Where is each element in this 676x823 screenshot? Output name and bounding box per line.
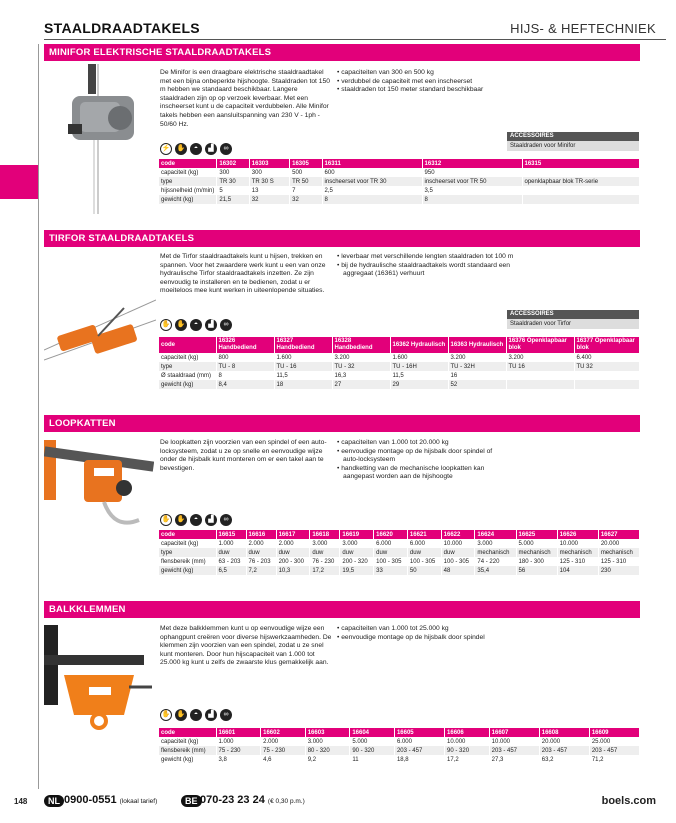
loopkat-product-photo: [44, 440, 154, 540]
table-cell: 10,3: [276, 566, 310, 575]
table-cell: duw: [441, 548, 475, 557]
safety-shoe-icon: ▟: [205, 319, 217, 331]
be-country-tag: BE: [181, 795, 202, 807]
table-cell: 300: [217, 168, 249, 177]
table-cell: 125 - 310: [557, 557, 598, 566]
loopkatten-bullets: [337, 439, 507, 482]
table-row: [159, 380, 640, 389]
table-cell: TR 30: [217, 177, 249, 186]
table-cell: 20.000: [539, 737, 589, 746]
table-cell: [506, 371, 574, 380]
table-cell: TU - 16: [274, 362, 332, 371]
table-cell: 600: [322, 168, 422, 177]
table-cell: 9,2: [305, 755, 350, 764]
table-cell: 1.000: [216, 539, 246, 548]
table-cell: 20.000: [598, 539, 639, 548]
table-cell: TU - 16H: [390, 362, 448, 371]
table-cell: 2.000: [246, 539, 276, 548]
table-cell: inscheerset voor TR 50: [422, 177, 522, 186]
table-cell: mechanisch: [598, 548, 639, 557]
minifor-spec-table: [159, 159, 640, 204]
table-cell: 2.000: [276, 539, 310, 548]
minifor-accessoires: [507, 132, 639, 151]
table-cell: TU 32: [574, 362, 640, 371]
table-cell: 11,5: [390, 371, 448, 380]
manual-operation-icon: ✋: [160, 514, 172, 526]
be-phone-note: (€ 0,30 p.m.): [267, 798, 305, 805]
accessoires-item[interactable]: Staaldraden voor Tirfor: [507, 319, 639, 329]
table-cell: 16327 Handbediend: [274, 337, 332, 353]
table-cell: TU 16: [506, 362, 574, 371]
table-cell: code: [159, 159, 217, 168]
table-cell: 800: [216, 353, 274, 362]
lightning-icon: ⚡: [160, 143, 172, 155]
website-link[interactable]: boels.com: [601, 795, 656, 807]
table-row: [159, 548, 640, 557]
safety-gloves-icon: ✋: [175, 709, 187, 721]
minifor-bullets: [337, 69, 537, 95]
table-cell: 75 - 230: [216, 746, 261, 755]
table-cell: 3.200: [332, 353, 390, 362]
table-row: [159, 557, 640, 566]
table-cell: 25.000: [589, 737, 639, 746]
table-cell: 76 - 203: [246, 557, 276, 566]
table-cell: 203 - 457: [589, 746, 639, 755]
tirfor-product-photo: [44, 290, 156, 380]
bullet-item: • staaldraden tot 150 meter standard beschikbaar: [337, 86, 537, 95]
table-cell: [522, 186, 640, 195]
table-cell: code: [159, 728, 216, 737]
safety-shoe-icon: ▟: [205, 709, 217, 721]
table-header-row: [159, 728, 640, 737]
table-cell: 16601: [216, 728, 261, 737]
table-cell: 16362 Hydraulisch: [390, 337, 448, 353]
table-cell: duw: [407, 548, 441, 557]
table-cell: 16603: [305, 728, 350, 737]
table-cell: 3,8: [216, 755, 261, 764]
table-cell: 11,5: [274, 371, 332, 380]
table-cell: 8: [216, 371, 274, 380]
table-cell: 16609: [589, 728, 639, 737]
table-cell: duw: [374, 548, 408, 557]
table-cell: duw: [340, 548, 374, 557]
table-cell: 16606: [445, 728, 490, 737]
table-cell: 63 - 203: [216, 557, 246, 566]
table-cell: capaciteit (kg): [159, 353, 216, 362]
table-cell: 300: [249, 168, 289, 177]
table-cell: [574, 380, 640, 389]
table-cell: 5.000: [516, 539, 557, 548]
table-cell: 16302: [217, 159, 249, 168]
table-cell: capaciteit (kg): [159, 539, 216, 548]
table-cell: 950: [422, 168, 522, 177]
table-cell: 200 - 300: [276, 557, 310, 566]
table-cell: 16622: [441, 530, 475, 539]
table-cell: 100 - 305: [407, 557, 441, 566]
tirfor-accessoires: [507, 310, 639, 329]
table-cell: 16607: [489, 728, 539, 737]
be-phone-number[interactable]: 070-23 23 24: [200, 794, 265, 806]
table-cell: 16326 Handbediend: [216, 337, 274, 353]
table-cell: openklapbaar blok TR-serie: [522, 177, 640, 186]
table-row: [159, 195, 640, 204]
loopkatten-spec-table: [159, 530, 640, 575]
nl-phone-note: (lokaal tarief): [119, 798, 158, 805]
table-cell: 100 - 305: [374, 557, 408, 566]
bullet-item: • handketting van de mechanische loopkatten kan aangepast worden aan de hijshoogte: [337, 465, 507, 482]
table-cell: 203 - 457: [394, 746, 444, 755]
table-cell: 27,3: [489, 755, 539, 764]
table-cell: code: [159, 530, 216, 539]
table-cell: 18: [274, 380, 332, 389]
tirfor-description: Met de Tirfor staaldraadtakels kunt u hijsen, trekken en spannen. Voor het zwaardere werk kunt u een van onze hydraulische Tirfor staaldraadtakels inzetten. Ze zijn eenvoudig te installeren en te bedienen, zodat u er moeiteloos mee kunt werken in uiteenlopende situaties.: [160, 253, 326, 295]
table-cell: duw: [276, 548, 310, 557]
table-cell: 16618: [310, 530, 340, 539]
table-cell: 48: [441, 566, 475, 575]
goggles-icon: ∞: [220, 319, 232, 331]
table-cell: 3,5: [422, 186, 522, 195]
balkklemmen-description: Met deze balkklemmen kunt u op eenvoudige wijze een ophangpunt creëren voor diverse hijswerkzaamheden. De klemmen zijn voorzien van een spindel, zodat u ze snel kunt monteren. Door hun hijscapaciteit van 1.000 tot 25.000 kg kunt u zelfs de zwaarste klus gemakkelijk aan.: [160, 625, 332, 667]
table-cell: 16602: [261, 728, 306, 737]
table-cell: 100 - 305: [441, 557, 475, 566]
table-cell: 16625: [516, 530, 557, 539]
table-cell: 500: [290, 168, 322, 177]
table-cell: gewicht (kg): [159, 755, 216, 764]
helmet-icon: ◓: [190, 709, 202, 721]
safety-gloves-icon: ✋: [175, 514, 187, 526]
be-phone-line: [200, 794, 305, 806]
table-cell: mechanisch: [557, 548, 598, 557]
table-cell: 16624: [475, 530, 516, 539]
table-cell: 1.600: [390, 353, 448, 362]
table-cell: 10.000: [489, 737, 539, 746]
table-cell: 10.000: [557, 539, 598, 548]
table-cell: 3.200: [506, 353, 574, 362]
table-cell: 16311: [322, 159, 422, 168]
table-cell: capaciteit (kg): [159, 737, 216, 746]
section-title-tirfor: TIRFOR STAALDRAADTAKELS: [44, 230, 640, 247]
table-cell: 8: [422, 195, 522, 204]
tirfor-feature-icons: [160, 319, 232, 331]
table-cell: TU - 8: [216, 362, 274, 371]
table-cell: mechanisch: [475, 548, 516, 557]
table-cell: 125 - 310: [598, 557, 639, 566]
accessoires-header: ACCESSOIRES: [507, 310, 639, 319]
table-cell: flensbereik (mm): [159, 746, 216, 755]
table-cell: 90 - 320: [445, 746, 490, 755]
helmet-icon: ◓: [190, 319, 202, 331]
category-label: HIJS- & HEFTECHNIEK: [510, 21, 656, 36]
table-cell: 16604: [350, 728, 395, 737]
table-cell: 180 - 300: [516, 557, 557, 566]
table-cell: 6.400: [574, 353, 640, 362]
table-cell: 19,5: [340, 566, 374, 575]
manual-operation-icon: ✋: [160, 709, 172, 721]
table-cell: 16615: [216, 530, 246, 539]
table-cell: duw: [216, 548, 246, 557]
table-cell: 16616: [246, 530, 276, 539]
table-cell: gewicht (kg): [159, 380, 216, 389]
balkklemmen-spec-table: [159, 728, 640, 764]
table-cell: Ø staaldraad (mm): [159, 371, 216, 380]
table-cell: [506, 380, 574, 389]
section-title-balkklemmen: BALKKLEMMEN: [44, 601, 640, 618]
table-cell: 6.000: [374, 539, 408, 548]
table-cell: 10.000: [441, 539, 475, 548]
table-cell: [522, 168, 640, 177]
loopkatten-description: De loopkatten zijn voorzien van een spindel of een auto-locksysteem, zodat u ze op snelle en eenvoudige wijze onder de hijsbalk kunt monteren om er een takel aan te bevestigen.: [160, 439, 327, 472]
table-cell: TR 30 S: [249, 177, 289, 186]
table-cell: 3.000: [310, 539, 340, 548]
nl-country-tag: NL: [44, 795, 64, 807]
safety-gloves-icon: ✋: [175, 319, 187, 331]
table-cell: type: [159, 177, 217, 186]
table-cell: 16312: [422, 159, 522, 168]
table-cell: 200 - 320: [340, 557, 374, 566]
table-cell: 16620: [374, 530, 408, 539]
table-cell: 5: [217, 186, 249, 195]
table-cell: 16608: [539, 728, 589, 737]
nl-phone-line: [64, 794, 157, 806]
table-cell: TU - 32: [332, 362, 390, 371]
section-title-loopkatten: LOOPKATTEN: [44, 415, 640, 432]
table-row: [159, 371, 640, 380]
table-cell: 32: [290, 195, 322, 204]
table-cell: 2,5: [322, 186, 422, 195]
table-cell: 8: [322, 195, 422, 204]
table-cell: 203 - 457: [489, 746, 539, 755]
balkklemmen-feature-icons: [160, 709, 232, 721]
table-cell: 21,5: [217, 195, 249, 204]
table-cell: 63,2: [539, 755, 589, 764]
table-cell: 76 - 230: [310, 557, 340, 566]
table-cell: type: [159, 548, 216, 557]
table-cell: 6.000: [407, 539, 441, 548]
table-cell: 16627: [598, 530, 639, 539]
balkklem-product-photo: [44, 625, 154, 735]
table-cell: [522, 195, 640, 204]
table-cell: 16305: [290, 159, 322, 168]
table-cell: 52: [448, 380, 506, 389]
helmet-icon: ◓: [190, 514, 202, 526]
header-rule: [44, 39, 666, 40]
bullet-item: • bij de hydraulische staaldraadtakels wordt standaard een aggregaat (16361) verhuurt: [337, 262, 517, 279]
bullet-item: • eenvoudige montage op de hijsbalk door spindel of auto-locksysteem: [337, 448, 507, 465]
table-cell: 17,2: [310, 566, 340, 575]
goggles-icon: ∞: [220, 514, 232, 526]
table-cell: 3.000: [340, 539, 374, 548]
helmet-icon: ◓: [190, 143, 202, 155]
table-cell: duw: [310, 548, 340, 557]
table-cell: 5.000: [350, 737, 395, 746]
table-cell: 203 - 457: [539, 746, 589, 755]
table-cell: 10.000: [445, 737, 490, 746]
table-row: [159, 168, 640, 177]
table-cell: 56: [516, 566, 557, 575]
safety-gloves-icon: ✋: [175, 143, 187, 155]
minifor-product-photo: [58, 64, 154, 214]
table-cell: 16,3: [332, 371, 390, 380]
table-cell: 3.200: [448, 353, 506, 362]
tirfor-bullets: [337, 253, 517, 279]
table-header-row: [159, 530, 640, 539]
table-cell: 6.000: [394, 737, 444, 746]
table-cell: gewicht (kg): [159, 195, 217, 204]
table-cell: inscheerset voor TR 30: [322, 177, 422, 186]
accessoires-item[interactable]: Staaldraden voor Minifor: [507, 141, 639, 151]
table-cell: 11: [350, 755, 395, 764]
table-cell: 50: [407, 566, 441, 575]
page-title: STAALDRAADTAKELS: [44, 20, 200, 36]
table-cell: 32: [249, 195, 289, 204]
table-cell: 104: [557, 566, 598, 575]
bullet-item: • verdubbel de capaciteit met een inscheerset: [337, 78, 537, 87]
table-cell: 1.000: [216, 737, 261, 746]
table-header-row: [159, 159, 640, 168]
table-cell: 75 - 230: [261, 746, 306, 755]
bullet-item: • capaciteiten van 300 en 500 kg: [337, 69, 537, 78]
table-cell: type: [159, 362, 216, 371]
table-cell: 2.000: [261, 737, 306, 746]
table-cell: TR 50: [290, 177, 322, 186]
table-cell: flensbereik (mm): [159, 557, 216, 566]
table-cell: 29: [390, 380, 448, 389]
table-cell: hijssnelheid (m/min): [159, 186, 217, 195]
bullet-item: • leverbaar met verschillende lengten staaldraden tot 100 m: [337, 253, 517, 262]
table-row: [159, 566, 640, 575]
table-cell: 7: [290, 186, 322, 195]
page-number: 148: [14, 797, 28, 806]
table-header-row: [159, 337, 640, 353]
table-cell: 16617: [276, 530, 310, 539]
section-tab-marker: [0, 165, 38, 199]
table-cell: mechanisch: [516, 548, 557, 557]
table-cell: 4,6: [261, 755, 306, 764]
table-cell: 33: [374, 566, 408, 575]
table-cell: 13: [249, 186, 289, 195]
accessoires-header: ACCESSOIRES: [507, 132, 639, 141]
table-cell: 27: [332, 380, 390, 389]
safety-shoe-icon: ▟: [205, 143, 217, 155]
loopkatten-feature-icons: [160, 514, 232, 526]
table-row: [159, 353, 640, 362]
table-cell: 16328 Handbediend: [332, 337, 390, 353]
table-cell: 16605: [394, 728, 444, 737]
table-cell: duw: [246, 548, 276, 557]
manual-operation-icon: ✋: [160, 319, 172, 331]
table-cell: 80 - 320: [305, 746, 350, 755]
table-cell: TU - 32H: [448, 362, 506, 371]
table-cell: 8,4: [216, 380, 274, 389]
table-cell: 16376 Openklapbaar blok: [506, 337, 574, 353]
table-cell: 90 - 320: [350, 746, 395, 755]
table-cell: 71,2: [589, 755, 639, 764]
table-row: [159, 186, 640, 195]
minifor-feature-icons: [160, 143, 232, 155]
bullet-item: • eenvoudige montage op de hijsbalk door spindel: [337, 634, 527, 643]
table-cell: 7,2: [246, 566, 276, 575]
safety-shoe-icon: ▟: [205, 514, 217, 526]
tirfor-spec-table: [159, 337, 640, 389]
table-row: [159, 746, 640, 755]
table-cell: 35,4: [475, 566, 516, 575]
table-cell: code: [159, 337, 216, 353]
goggles-icon: ∞: [220, 709, 232, 721]
table-row: [159, 737, 640, 746]
minifor-description: De Minifor is een draagbare elektrische staaldraadtakel met een bijna onbeperkte hijshoogte. Staaldraden tot 150 m hebben we standaard beschikbaar. Langere staaldraden zijn op op verzoek leverbaar. Met een inscheerset kunt u de capaciteit verdubbelen. Alle Minifor takels hebben een aansluitspanning van 230 V - 1ph - 50/60 Hz.: [160, 69, 330, 128]
table-cell: 1.600: [274, 353, 332, 362]
table-row: [159, 362, 640, 371]
table-cell: gewicht (kg): [159, 566, 216, 575]
table-cell: 16626: [557, 530, 598, 539]
table-cell: 16: [448, 371, 506, 380]
table-row: [159, 755, 640, 764]
table-cell: 6,5: [216, 566, 246, 575]
table-cell: 16377 Openklapbaar blok: [574, 337, 640, 353]
goggles-icon: ∞: [220, 143, 232, 155]
section-title-minifor: MINIFOR ELEKTRISCHE STAALDRAADTAKELS: [44, 44, 640, 61]
table-row: [159, 539, 640, 548]
balkklemmen-bullets: [337, 625, 527, 642]
table-cell: [574, 371, 640, 380]
page-margin-rule: [38, 44, 39, 789]
table-cell: 18,8: [394, 755, 444, 764]
table-cell: 16621: [407, 530, 441, 539]
table-cell: capaciteit (kg): [159, 168, 217, 177]
nl-phone-number[interactable]: 0900-0551: [64, 794, 117, 806]
table-cell: 16619: [340, 530, 374, 539]
table-cell: 3.000: [475, 539, 516, 548]
bullet-item: • capaciteiten van 1.000 tot 25.000 kg: [337, 625, 527, 634]
table-cell: 74 - 220: [475, 557, 516, 566]
table-cell: 17,2: [445, 755, 490, 764]
table-row: [159, 177, 640, 186]
table-cell: 16303: [249, 159, 289, 168]
bullet-item: • capaciteiten van 1.000 tot 20.000 kg: [337, 439, 507, 448]
table-cell: 3.000: [305, 737, 350, 746]
table-cell: 230: [598, 566, 639, 575]
table-cell: 16315: [522, 159, 640, 168]
table-cell: 16363 Hydraulisch: [448, 337, 506, 353]
